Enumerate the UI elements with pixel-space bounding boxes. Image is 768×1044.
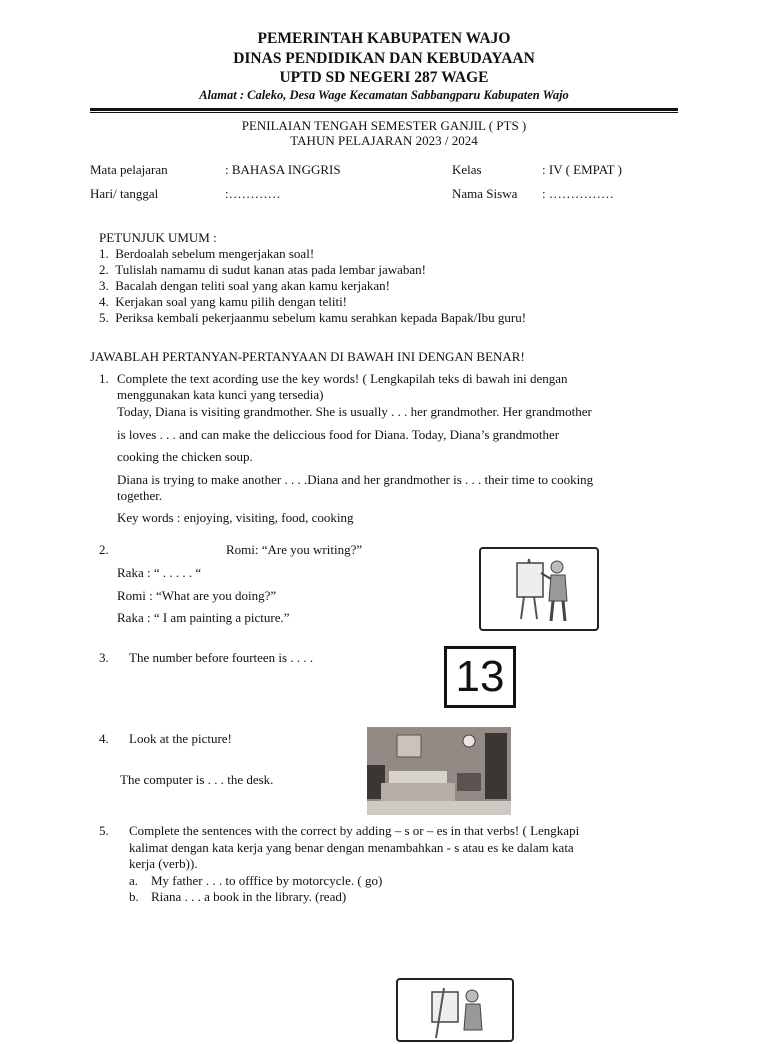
q2-dialog-1: Romi: “Are you writing?” [226, 542, 363, 557]
subject-label: Mata pelajaran [90, 162, 168, 177]
q1-number: 1. [99, 371, 109, 386]
q5-a-label: a. [129, 873, 139, 888]
q1-passage-1: Today, Diana is visiting grandmother. She is usually . . . her grandmother. Her grandmother [117, 404, 592, 419]
student-name-value: : …………… [542, 186, 614, 201]
q1-passage-4: Diana is trying to make another . . . .Diana and her grandmother is . . . their time to cooking [117, 472, 594, 487]
exam-title: PENILAIAN TENGAH SEMESTER GANJIL ( PTS ) [241, 118, 527, 133]
q5-instruction-1: Complete the sentences with the correct by adding – s or – es in that verbs! ( Lengkapi [129, 823, 580, 838]
q4-sentence: The computer is . . . the desk. [120, 772, 274, 787]
q1-passage-2: is loves . . . and can make the deliccious food for Diana. Today, Diana’s grandmother [117, 427, 560, 442]
list-item: 3. Bacalah dengan teliti soal yang akan kamu kerjakan! [99, 278, 390, 293]
list-item: 1. Berdoalah sebelum mengerjakan soal! [99, 246, 315, 261]
header-line-2: DINAS PENDIDIKAN DAN KEBUDAYAAN [233, 50, 535, 67]
q2-dialog-4: Raka : “ I am painting a picture.” [117, 610, 290, 625]
list-item: 4. Kerjakan soal yang kamu pilih dengan teliti! [99, 294, 348, 309]
subject-value: : BAHASA INGGRIS [225, 162, 341, 177]
class-value: : IV ( EMPAT ) [542, 162, 622, 177]
q5-b-text: Riana . . . a book in the library. (read) [151, 889, 347, 904]
section-title: JAWABLAH PERTANYAN-PERTANYAAN DI BAWAH INI DENGAN BENAR! [90, 349, 525, 364]
header-rule-thin [90, 112, 678, 113]
q5-b-label: b. [129, 889, 139, 904]
q5-instruction-2: kalimat dengan kata kerja yang benar dengan menambahkan - s atau es ke dalam kata [129, 840, 574, 855]
header-address: Alamat : Caleko, Desa Wage Kecamatan Sabbangparu Kabupaten Wajo [199, 88, 569, 102]
list-item: 5. Periksa kembali pekerjaanmu sebelum kamu serahkan kepada Bapak/Ibu guru! [99, 310, 527, 325]
class-label: Kelas [452, 162, 482, 177]
q1-passage-3: cooking the chicken soup. [117, 449, 253, 464]
q2-number: 2. [99, 542, 109, 557]
q4-number: 4. [99, 731, 109, 746]
q1-passage-5: together. [117, 488, 163, 503]
student-name-label: Nama Siswa [452, 186, 518, 201]
q5-a-text: My father . . . to offfice by motorcycle. ( go) [151, 873, 383, 888]
bedroom-image [367, 727, 511, 815]
q4-text: Look at the picture! [129, 731, 232, 746]
header-line-1: PEMERINTAH KABUPATEN WAJO [257, 30, 511, 47]
q5-instruction-3: kerja (verb)). [129, 856, 198, 871]
number-box: 13 [444, 646, 516, 708]
instructions-title: PETUNJUK UMUM : [99, 230, 217, 245]
day-label: Hari/ tanggal [90, 186, 159, 201]
bedroom-illustration [367, 727, 511, 815]
painter-image [479, 547, 599, 631]
painter-illustration-bottom [398, 980, 512, 1040]
exam-year: TAHUN PELAJARAN 2023 / 2024 [290, 133, 478, 148]
q3-text: The number before fourteen is . . . . [129, 650, 314, 665]
q3-number: 3. [99, 650, 109, 665]
painter-image-bottom [396, 978, 514, 1042]
q1-instruction-1: Complete the text acording use the key words! ( Lengkapilah teks di bawah ini dengan [117, 371, 568, 386]
q1-instruction-2: menggunakan kata kunci yang tersedia) [117, 387, 324, 402]
header-rule-thick [90, 108, 678, 111]
q2-dialog-2: Raka : “ . . . . . “ [117, 565, 202, 580]
q1-keywords: Key words : enjoying, visiting, food, cooking [117, 510, 354, 525]
q5-number: 5. [99, 823, 109, 838]
painter-illustration [481, 549, 597, 629]
day-value: :………… [225, 186, 281, 201]
instructions-list [99, 246, 526, 326]
list-item: 2. Tulislah namamu di sudut kanan atas pada lembar jawaban! [99, 262, 426, 277]
q2-dialog-3: Romi : “What are you doing?” [117, 588, 277, 603]
header-line-3: UPTD SD NEGERI 287 WAGE [279, 69, 489, 86]
